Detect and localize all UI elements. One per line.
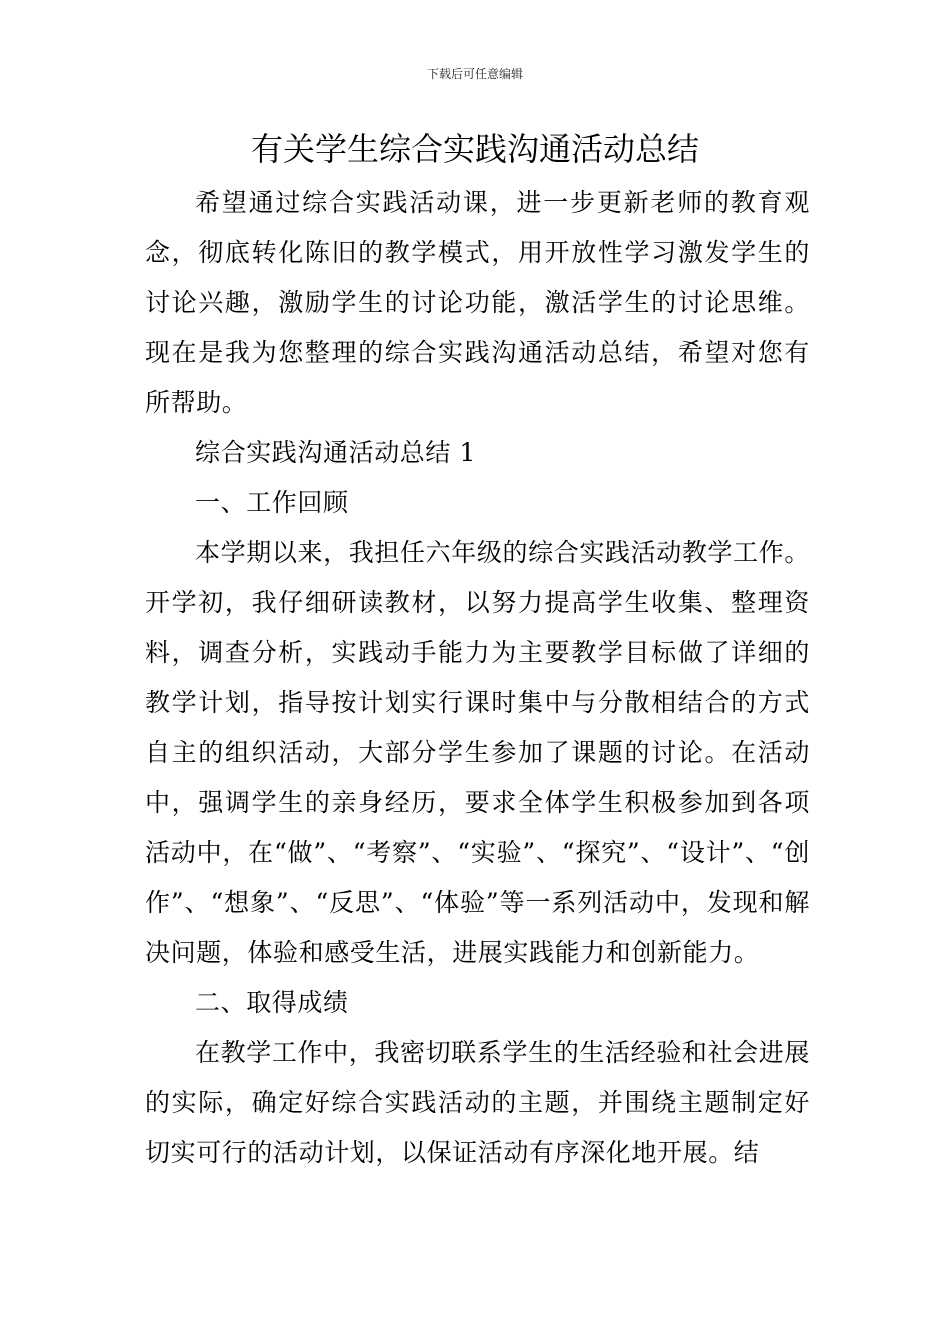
heading-work-review: 一、工作回顾 xyxy=(195,488,349,517)
header-note: 下载后可任意编辑 xyxy=(426,67,523,81)
section-title: 综合实践沟通活动总结 1 xyxy=(195,438,477,467)
intro-paragraph: 希望通过综合实践活动课，进一步更新老师的教育观念，彻底转化陈旧的教学模式，用开放性学习激发学生的讨论兴趣，激励学生的讨论功能，激活学生的讨论思维。现在是我为您整理的综合实践沟通活动总结，希望对您有所帮助。 xyxy=(145,188,810,417)
document-body xyxy=(145,178,810,1178)
heading-achievements: 二、取得成绩 xyxy=(195,988,349,1017)
document-title: 有关学生综合实践沟通活动总结 xyxy=(250,130,699,168)
achievements-paragraph: 在教学工作中，我密切联系学生的生活经验和社会进展的实际，确定好综合实践活动的主题，并围绕主题制定好切实可行的活动计划，以保证活动有序深化地开展。结 xyxy=(145,1038,810,1167)
work-review-paragraph: 本学期以来，我担任六年级的综合实践活动教学工作。开学初，我仔细研读教材，以努力提高学生收集、整理资料，调查分析，实践动手能力为主要教学目标做了详细的教学计划，指导按计划实行课时集中与分散相结合的方式自主的组织活动，大部分学生参加了课题的讨论。在活动中，强调学生的亲身经历，要求全体学生积极参加到各项活动中，在“做”、“考察”、“实验”、“探究”、“设计”、“创作”、“想象”、“反思”、“体验”等一系列活动中，发现和解决问题，体验和感受生活，进展实践能力和创新能力。 xyxy=(145,538,810,967)
